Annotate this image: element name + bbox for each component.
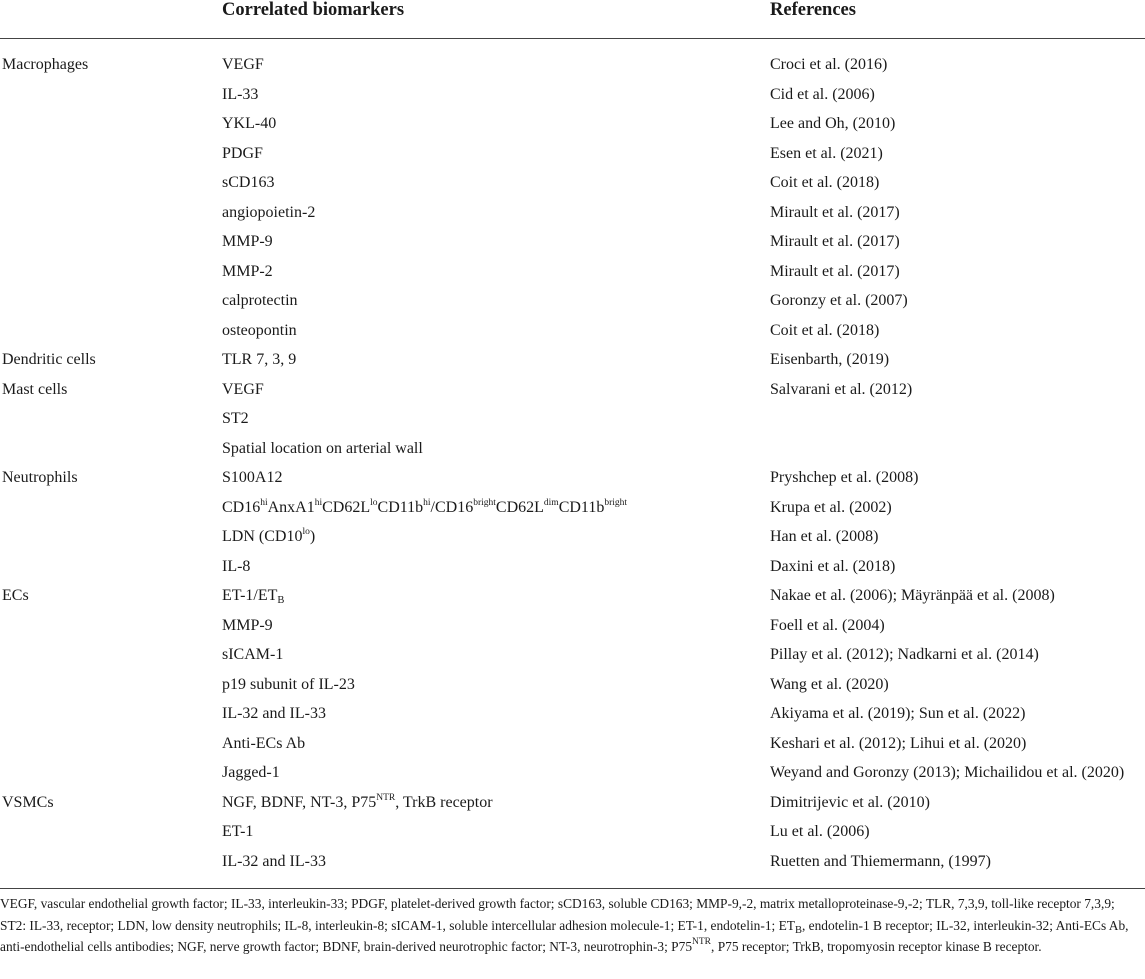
cell-biomarker: p19 subunit of IL-23	[222, 675, 355, 693]
table-row	[0, 817, 1145, 847]
table-row	[0, 139, 1145, 169]
supscript-text: bright	[473, 497, 496, 508]
text-fragment: /CD16	[430, 498, 474, 516]
text-fragment: LDN (CD10	[222, 528, 303, 545]
cell-biomarker	[222, 493, 627, 523]
table-row	[0, 404, 1145, 434]
cell-biomarker: MMP-9	[222, 616, 273, 634]
text-fragment: ET-1/ET	[222, 587, 278, 604]
table-row	[0, 434, 1145, 464]
cell-biomarker: ET-1	[222, 823, 254, 840]
cell-reference: Akiyama et al. (2019); Sun et al. (2022)	[770, 705, 1026, 722]
header-correlated-biomarkers: Correlated biomarkers	[222, 0, 405, 20]
supscript-text: hi	[260, 497, 268, 508]
cell-cell-type: Neutrophils	[2, 469, 78, 486]
table-bottom-rule	[0, 888, 1145, 889]
cell-cell-type: Dendritic cells	[2, 351, 96, 368]
text-fragment: )	[309, 528, 316, 545]
table-row	[0, 847, 1145, 877]
subscript-text: B	[277, 595, 285, 606]
text-fragment: NGF, BDNF, NT-3, P75	[222, 793, 377, 811]
table-row	[0, 227, 1145, 257]
cell-cell-type: ECs	[2, 587, 29, 604]
cell-biomarker: VEGF	[222, 380, 264, 398]
table-row	[0, 257, 1145, 287]
cell-reference: Pillay et al. (2012); Nadkarni et al. (2014)	[770, 646, 1039, 663]
cell-biomarker	[222, 788, 493, 818]
text-fragment: CD62L	[495, 498, 544, 516]
cell-biomarker	[222, 581, 284, 611]
table-row	[0, 640, 1145, 670]
supscript-text: NTR	[376, 792, 396, 803]
cell-reference: Keshari et al. (2012); Lihui et al. (2020)	[770, 734, 1027, 752]
text-fragment: AnxA1	[267, 498, 315, 516]
cell-reference: Esen et al. (2021)	[770, 144, 883, 162]
cell-reference: Foell et al. (2004)	[770, 616, 885, 634]
cell-biomarker: TLR 7, 3, 9	[222, 351, 297, 368]
cell-reference: Mirault et al. (2017)	[770, 203, 900, 221]
cell-reference: Mirault et al. (2017)	[770, 233, 900, 250]
table-row	[0, 581, 1145, 611]
cell-cell-type: Macrophages	[2, 56, 89, 73]
cell-biomarker: IL-32 and IL-33	[222, 852, 326, 870]
cell-biomarker: S100A12	[222, 469, 283, 486]
cell-biomarker	[222, 522, 315, 552]
table-row	[0, 611, 1145, 641]
text-fragment: CD16	[222, 498, 261, 516]
cell-cell-type: Mast cells	[2, 380, 68, 398]
cell-biomarker: sCD163	[222, 174, 275, 191]
cell-biomarker: MMP-9	[222, 233, 273, 250]
cell-reference: Ruetten and Thiemermann, (1997)	[770, 852, 991, 870]
text-fragment: CD11b	[377, 498, 424, 516]
cell-biomarker: IL-32 and IL-33	[222, 705, 326, 722]
table-row	[0, 375, 1145, 405]
table-body	[0, 50, 1145, 876]
table-footnote	[0, 893, 1143, 958]
text-fragment: CD62L	[322, 498, 371, 516]
cell-biomarker: angiopoietin-2	[222, 203, 316, 221]
cell-biomarker: PDGF	[222, 144, 263, 162]
cell-reference: Cid et al. (2006)	[770, 85, 875, 103]
table-row	[0, 493, 1145, 523]
table-row	[0, 168, 1145, 198]
cell-biomarker: Spatial location on arterial wall	[222, 439, 423, 457]
table-row	[0, 699, 1145, 729]
cell-reference: Daxini et al. (2018)	[770, 557, 896, 575]
table-row	[0, 80, 1145, 110]
cell-biomarker: VEGF	[222, 56, 264, 73]
cell-reference: Coit et al. (2018)	[770, 321, 880, 339]
text-fragment: CD11b	[558, 498, 605, 516]
cell-reference: Salvarani et al. (2012)	[770, 380, 913, 398]
cell-reference: Lee and Oh, (2010)	[770, 115, 896, 132]
cell-biomarker: ST2	[222, 410, 249, 427]
table-row	[0, 788, 1145, 818]
cell-reference: Wang et al. (2020)	[770, 675, 889, 693]
header-references: References	[770, 0, 856, 20]
supscript-text: NTR	[692, 937, 712, 947]
cell-biomarker: osteopontin	[222, 321, 297, 339]
cell-cell-type: VSMCs	[2, 793, 54, 811]
cell-reference: Pryshchep et al. (2008)	[770, 469, 919, 486]
cell-reference: Krupa et al. (2002)	[770, 498, 892, 516]
table-row	[0, 670, 1145, 700]
table-row	[0, 552, 1145, 582]
cell-reference: Dimitrijevic et al. (2010)	[770, 793, 930, 811]
supscript-text: hi	[423, 497, 431, 508]
cell-biomarker: IL-8	[222, 557, 251, 575]
text-fragment: , TrkB receptor	[395, 793, 493, 811]
table-row	[0, 109, 1145, 139]
supscript-text: hi	[314, 497, 323, 508]
supscript-text: dim	[543, 497, 559, 508]
table-row	[0, 198, 1145, 228]
table-row	[0, 522, 1145, 552]
cell-biomarker: MMP-2	[222, 262, 273, 280]
cell-biomarker: YKL-40	[222, 115, 277, 132]
supscript-text: bright	[604, 497, 628, 508]
table-row	[0, 286, 1145, 316]
table-row	[0, 316, 1145, 346]
table-header-row	[0, 0, 1145, 39]
cell-biomarker: sICAM-1	[222, 646, 284, 663]
cell-biomarker: calprotectin	[222, 292, 298, 309]
cell-reference: Lu et al. (2006)	[770, 823, 870, 840]
text-fragment: , endotelin-1 B receptor; IL-32, interleukin-32; Anti-ECs Ab, anti-endothelial cells antibodies; NGF, nerve growth factor; BDNF, brain-derived neurotrophic factor; NT-3, neurotrophin-3; P75	[0, 917, 1129, 954]
cell-biomarker: IL-33	[222, 85, 259, 103]
cell-reference: Croci et al. (2016)	[770, 56, 888, 73]
table-row	[0, 758, 1145, 788]
cell-reference: Eisenbarth, (2019)	[770, 351, 890, 368]
supscript-text: lo	[302, 527, 310, 537]
table-row	[0, 729, 1145, 759]
cell-reference: Mirault et al. (2017)	[770, 262, 900, 280]
subscript-text: B	[794, 924, 802, 936]
text-fragment: VEGF, vascular endothelial growth factor; IL-33, interleukin-33; PDGF, platelet-derived growth factor; sCD163, soluble CD163; MMP-9,-2, matrix metalloproteinase-9,-2; TLR, 7,3,9, toll-like receptor 7,3,9; ST2: IL-33, receptor; LDN, low density neutrophils; IL-8, interleukin-8; sICAM-1, soluble intercellular adhesion molecule-1; ET-1, endotelin-1; ET	[0, 896, 1115, 933]
table-row	[0, 463, 1145, 493]
cell-reference: Nakae et al. (2006); Mäyränpää et al. (2008)	[770, 587, 1055, 604]
cell-reference: Goronzy et al. (2007)	[770, 292, 908, 309]
cell-biomarker: Jagged-1	[222, 764, 280, 781]
cell-biomarker: Anti-ECs Ab	[222, 734, 306, 752]
supscript-text: lo	[370, 497, 378, 508]
text-fragment: , P75 receptor; TrkB, tropomyosin receptor kinase B receptor.	[711, 939, 1042, 954]
cell-reference: Coit et al. (2018)	[770, 174, 880, 191]
table-row	[0, 50, 1145, 80]
cell-reference: Weyand and Goronzy (2013); Michailidou et al. (2020)	[770, 764, 1125, 781]
cell-reference: Han et al. (2008)	[770, 528, 879, 545]
table-row	[0, 345, 1145, 375]
